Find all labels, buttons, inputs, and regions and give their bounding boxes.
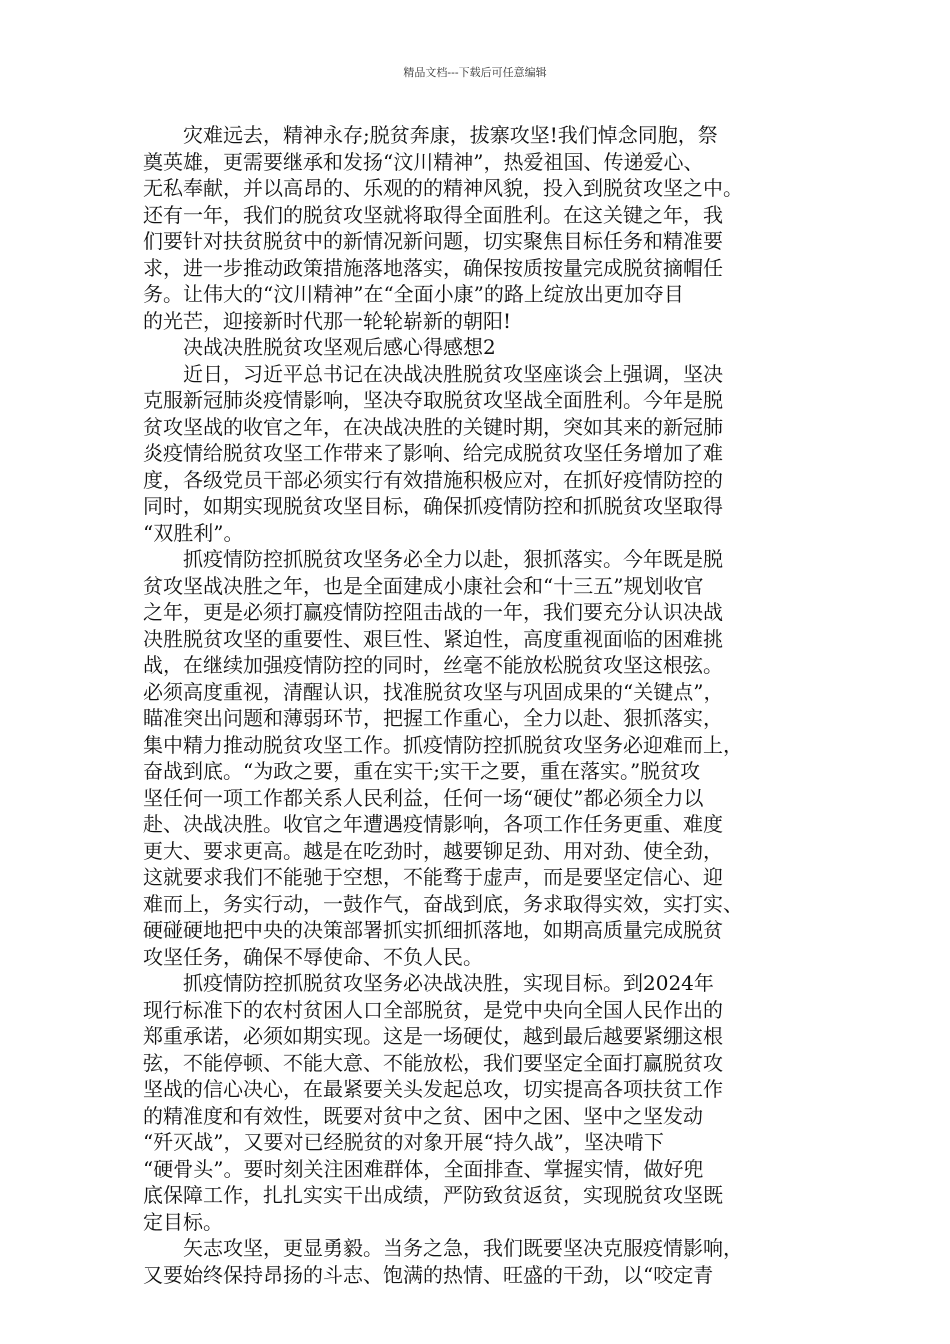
text-line: 矢志攻坚，更显勇毅。当务之急，我们既要坚决克服疫情影响，: [143, 1236, 743, 1260]
page-header: 精品文档---下载后可任意编辑: [403, 66, 547, 79]
text-line: 的精准度和有效性，既要对贫中之贫、困中之困、坚中之坚发动: [143, 1103, 703, 1128]
text-line: 弦，不能停顿、不能大意、不能放松，我们要坚定全面打赢脱贫攻: [143, 1050, 723, 1075]
text-line: 底保障工作，扎扎实实干出成绩，严防致贫返贫，实现脱贫攻坚既: [143, 1183, 723, 1207]
text-line: 坚任何一项工作都关系人民利益，任何一场“硬仗”都必须全力以: [143, 785, 704, 810]
text-line: 奋战到底。“为政之要，重在实干;实干之要，重在落实。”脱贫攻: [143, 759, 701, 783]
text-line: 又要始终保持昂扬的斗志、饱满的热情、旺盛的干劲，以“咬定青: [143, 1262, 714, 1287]
text-line: 度，各级党员干部必须实行有效措施积极应对，在抓好疫情防控的: [143, 467, 723, 492]
text-line: 必须高度重视，清醒认识，找准脱贫攻坚与巩固成果的“关键点”，: [143, 679, 724, 704]
text-line: 灾难远去，精神永存;脱贫奔康，拔寨攻坚!我们悼念同胞，祭: [143, 123, 718, 147]
text-line: 瞄准突出问题和薄弱环节，把握工作重心，全力以赴、狠抓落实，: [143, 706, 723, 730]
text-line: 决胜脱贫攻坚的重要性、艰巨性、紧迫性，高度重视面临的困难挑: [143, 626, 723, 651]
text-line: 集中精力推动脱贫攻坚工作。抓疫情防控抓脱贫攻坚务必迎难而上，: [143, 732, 743, 757]
text-line: 定目标。: [143, 1209, 223, 1234]
text-line: 坚战的信心决心，在最紧要关头发起总攻，切实提高各项扶贫工作: [143, 1077, 723, 1101]
text-line: 赴、决战决胜。收官之年遭遇疫情影响，各项工作任务更重、难度: [143, 812, 723, 836]
text-line: 抓疫情防控抓脱贫攻坚务必全力以赴，狠抓落实。今年既是脱: [143, 547, 723, 571]
text-line: 现行标准下的农村贫困人口全部脱贫，是党中央向全国人民作出的: [143, 997, 723, 1022]
text-line: “歼灭战”，又要对已经脱贫的对象开展“持久战”，坚决啃下: [143, 1130, 664, 1154]
text-line: 无私奉献，并以高昂的、乐观的的精神风貌，投入到脱贫攻坚之中。: [143, 176, 743, 200]
text-line: 炎疫情给脱贫攻坚工作带来了影响、给完成脱贫攻坚任务增加了难: [143, 441, 723, 465]
text-line: 奠英雄，更需要继承和发扬“汶川精神”，热爱祖国、传递爱心、: [143, 149, 704, 174]
text-line: 难而上，务实行动，一鼓作气，奋战到底，务求取得实效，实打实、: [143, 891, 743, 916]
text-line: 务。让伟大的“汶川精神”在“全面小康”的路上绽放出更加夺目: [143, 282, 684, 306]
text-line: 这就要求我们不能驰于空想，不能骛于虚声，而是要坚定信心、迎: [143, 865, 723, 889]
text-line: 的光芒，迎接新时代那一轮轮崭新的朝阳!: [143, 308, 512, 333]
text-line: 近日，习近平总书记在决战决胜脱贫攻坚座谈会上强调，坚决: [143, 361, 723, 386]
text-line: 攻坚任务，确保不辱使命、不负人民。: [143, 944, 483, 969]
text-line: 抓疫情防控抓脱贫攻坚务必决战决胜，实现目标。到2024年: [143, 971, 714, 995]
document-body: [143, 122, 809, 1288]
text-line: 求，进一步推动政策措施落地落实，确保按质按量完成脱贫摘帽任: [143, 255, 723, 280]
text-line: 克服新冠肺炎疫情影响，坚决夺取脱贫攻坚战全面胜利。今年是脱: [143, 388, 723, 412]
text-line: 硬碰硬地把中央的决策部署抓实抓细抓落地，如期高质量完成脱贫: [143, 918, 723, 942]
text-line: 还有一年，我们的脱贫攻坚就将取得全面胜利。在这关键之年，我: [143, 202, 723, 227]
text-line: 之年，更是必须打赢疫情防控阻击战的一年，我们要充分认识决战: [143, 600, 723, 624]
text-line: 们要针对扶贫脱贫中的新情况新问题，切实聚焦目标任务和精准要: [143, 229, 723, 253]
text-line: “硬骨头”。要时刻关注困难群体，全面排查、掌握实情，做好兜: [143, 1156, 704, 1181]
text-line: 贫攻坚战决胜之年，也是全面建成小康社会和“十三五”规划收官: [143, 573, 704, 598]
text-line: 战，在继续加强疫情防控的同时，丝毫不能放松脱贫攻坚这根弦。: [143, 653, 723, 677]
text-line: 贫攻坚战的收官之年，在决战决胜的关键时期，突如其来的新冠肺: [143, 414, 723, 439]
section-heading: 决战决胜脱贫攻坚观后感心得感想2: [143, 335, 496, 359]
text-line: 更大、要求更高。越是在吃劲时，越要铆足劲、用对劲、使全劲，: [143, 838, 723, 863]
text-line: 郑重承诺，必须如期实现。这是一场硬仗，越到最后越要紧绷这根: [143, 1024, 723, 1048]
text-line: 同时，如期实现脱贫攻坚目标，确保抓疫情防控和抓脱贫攻坚取得: [143, 494, 723, 518]
text-line: “双胜利”。: [143, 520, 244, 545]
